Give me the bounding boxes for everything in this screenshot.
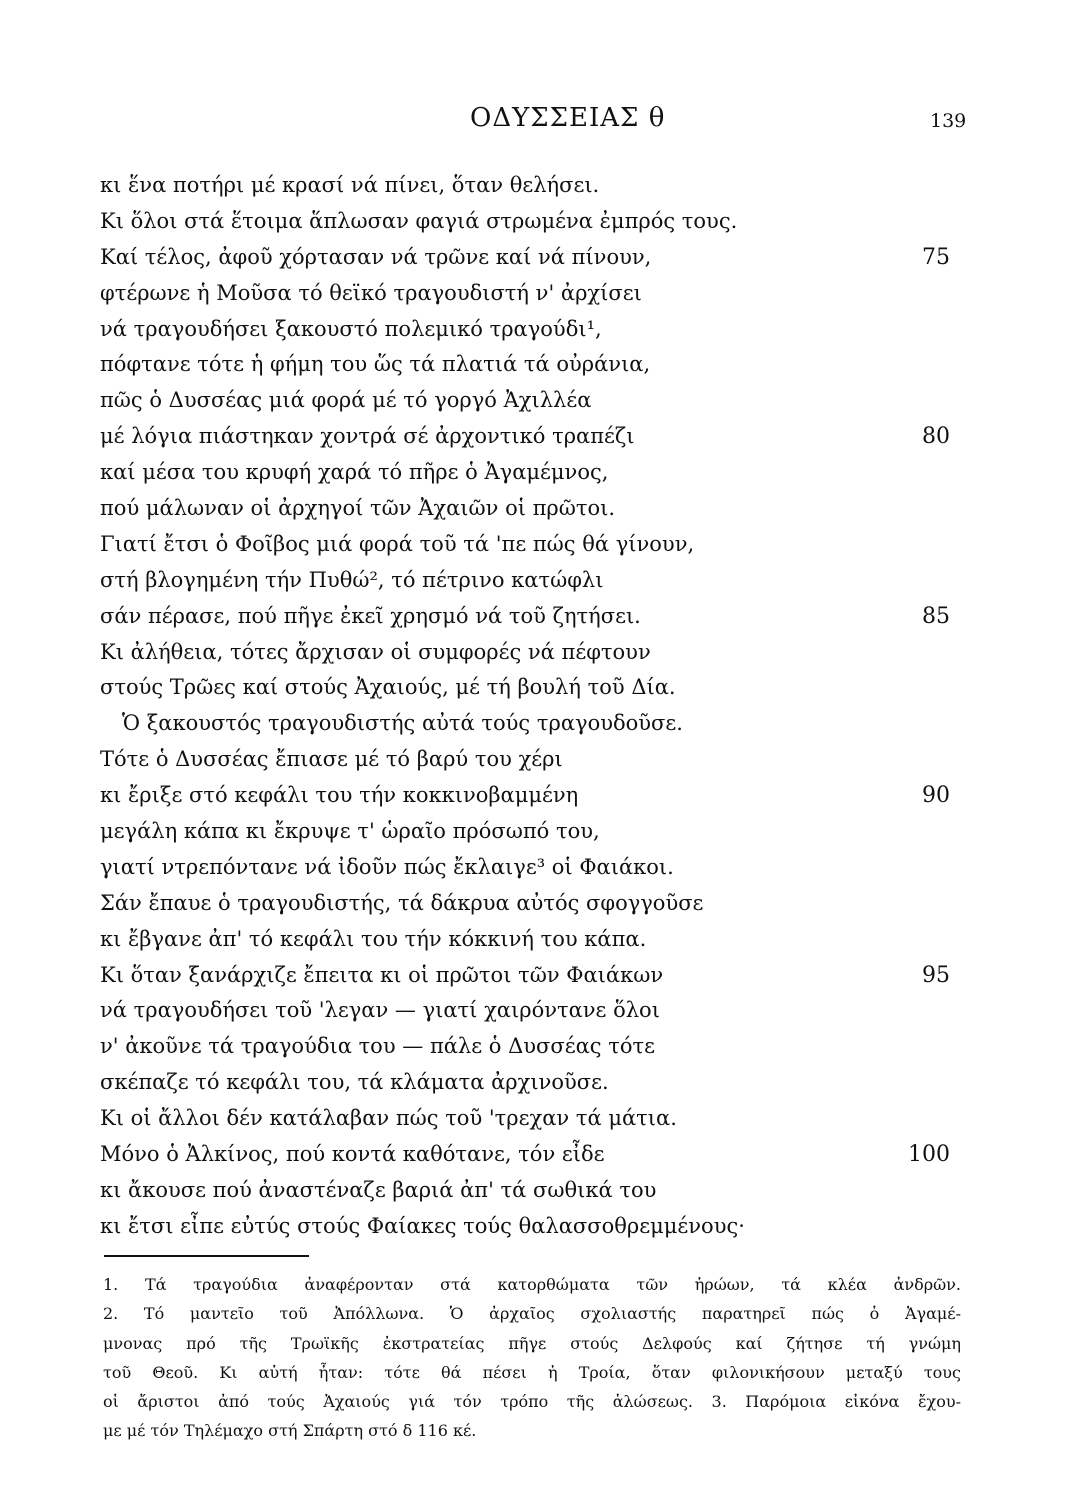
verse-line [100,1137,960,1173]
verse-text: σάν πέρασε, πού πῆγε ἐκεῖ χρησμό νά τοῦ ζητήσει. [100,603,641,628]
verse-line [100,204,960,240]
verse-text: γιατί ντρεπόντανε νά ἰδοῦν πώς ἔκλαιγε³ οἱ Φαιάκοι. [100,854,674,879]
page-header [0,98,1085,142]
verse-text: Ὁ ξακουστός τραγουδιστής αὐτά τούς τραγουδοῦσε. [122,711,683,736]
verse-text: νά τραγουδήσει ξακουστό πολεμικό τραγούδι¹, [100,316,602,341]
footnote-line: 1. Τά τραγούδια ἀναφέρονταν στά κατορθώματα τῶν ἡρώων, τά κλέα ἀνδρῶν. [103,1275,961,1294]
verse-text: καί μέσα του κρυφή χαρά τό πῆρε ὁ Ἀγαμέμνος, [100,460,609,485]
verse-line [100,455,960,491]
verse-text: Κι οἱ ἄλλοι δέν κατάλαβαν πώς τοῦ 'τρεχαν τά μάτια. [100,1106,677,1131]
verse-text: μέ λόγια πιάστηκαν χοντρά σέ ἀρχοντικό τραπέζι [100,424,635,449]
verse-line [100,635,960,671]
verse-line [100,527,960,563]
verse-text: Κι ὅλοι στά ἕτοιμα ἅπλωσαν φαγιά στρωμένα ἐμπρός τους. [100,208,738,233]
verse-text: κι ἕνα ποτήρι μέ κρασί νά πίνει, ὅταν θελήσει. [100,173,600,197]
verse-text: πού μάλωναν οἱ ἀρχηγοί τῶν Ἀχαιῶν οἱ πρῶτοι. [100,496,616,521]
verse-text: ν' ἀκοῦνε τά τραγούδια του — πάλε ὁ Δυσσέας τότε [100,1034,655,1059]
verse-line [100,958,960,994]
verse-text: Γιατί ἔτσι ὁ Φοῖβος μιά φορά τοῦ τά 'πε πώς θά γίνουν, [100,531,695,556]
verse-line [100,276,960,312]
footnotes [103,1270,961,1446]
verse-line [100,1029,960,1065]
footnote-line: τοῦ Θεοῦ. Κι αὐτή ἦταν: τότε θά πέσει ἡ Τροία, ὅταν φιλονικήσουν μεταξύ τους [103,1362,961,1382]
verse-line [100,922,960,958]
footnote-line: με μέ τόν Τηλέμαχο στή Σπάρτη στό δ 116 κέ. [103,1421,477,1441]
verse-text: πῶς ὁ Δυσσέας μιά φορά μέ τό γοργό Ἀχιλλέα [100,388,592,413]
verse-text: Τότε ὁ Δυσσέας ἔπιασε μέ τό βαρύ του χέρι [100,747,563,772]
line-number: 90 [922,783,950,809]
verse-line [100,312,960,348]
verse-line [100,706,960,742]
verse-line [100,383,960,419]
verse-text: κι ἄκουσε πού ἀναστέναζε βαριά ἀπ' τά σωθικά του [100,1177,657,1202]
verse-line [100,1209,960,1245]
running-title: ΟΔΥΣΣΕΙΑΣ θ [470,103,666,133]
verse-line [100,419,960,455]
verse-line [100,886,960,922]
verse-text: φτέρωνε ἡ Μοῦσα τό θεϊκό τραγουδιστή ν' ἀρχίσει [100,280,642,305]
verse-line [100,814,960,850]
verse-text: πόφτανε τότε ἡ φήμη του ὥς τά πλατιά τά οὐράνια, [100,352,651,377]
footnote-divider [104,1255,309,1257]
verse-text: κι ἔτσι εἶπε εὐτύς στούς Φαίακες τούς θαλασσοθρεμμένους· [100,1213,745,1238]
line-number: 95 [922,962,950,988]
verse-line [100,778,960,814]
verse-text: Κι ὅταν ξανάρχιζε ἔπειτα κι οἱ πρῶτοι τῶν Φαιάκων [100,962,664,987]
verse-line [100,240,960,276]
verse-text: Κι ἀλήθεια, τότες ἄρχισαν οἱ συμφορές νά πέφτουν [100,639,651,664]
verse-line [100,1173,960,1209]
poem-body [100,168,960,1245]
verse-line [100,670,960,706]
footnote-line: μνονας πρό τῆς Τρωϊκῆς ἐκστρατείας πῆγε στούς Δελφούς καί ζήτησε τή γνώμη [103,1333,961,1353]
verse-line [100,1065,960,1101]
verse-text: σκέπαζε τό κεφάλι του, τά κλάματα ἀρχινοῦσε. [100,1070,609,1095]
verse-text: Καί τέλος, ἀφοῦ χόρτασαν νά τρῶνε καί νά πίνουν, [100,244,652,269]
page-number: 139 [930,110,967,132]
verse-text: νά τραγουδήσει τοῦ 'λεγαν — γιατί χαιρόντανε ὅλοι [100,998,660,1023]
verse-line [100,168,960,204]
line-number: 75 [922,244,950,270]
verse-text: Μόνο ὁ Ἀλκίνος, πού κοντά καθότανε, τόν εἶδε [100,1142,605,1167]
verse-line [100,563,960,599]
verse-line [100,742,960,778]
verse-line [100,599,960,635]
verse-text: μεγάλη κάπα κι ἔκρυψε τ' ὡραῖο πρόσωπό του, [100,819,600,844]
footnote-line: οἱ ἄριστοι ἀπό τούς Ἀχαιούς γιά τόν τρόπο τῆς ἁλώσεως. 3. Παρόμοια εἰκόνα ἔχου- [103,1392,961,1412]
line-number: 100 [908,1142,950,1168]
verse-line [100,347,960,383]
line-number: 80 [922,424,950,450]
verse-text: Σάν ἔπαυε ὁ τραγουδιστής, τά δάκρυα αὐτός σφογγοῦσε [100,890,704,915]
verse-text: κι ἔριξε στό κεφάλι του τήν κοκκινοβαμμένη [100,783,579,808]
verse-text: στή βλογημένη τήν Πυθώ², τό πέτρινο κατώφλι [100,567,604,592]
verse-text: στούς Τρῶες καί στούς Ἀχαιούς, μέ τή βουλή τοῦ Δία. [100,675,676,700]
verse-line [100,993,960,1029]
line-number: 85 [922,603,950,629]
verse-line [100,1101,960,1137]
verse-text: κι ἔβγανε ἀπ' τό κεφάλι του τήν κόκκινή του κάπα. [100,926,647,951]
verse-line [100,491,960,527]
verse-line [100,850,960,886]
footnote-line: 2. Τό μαντεῖο τοῦ Ἀπόλλωνα. Ὁ ἀρχαῖος σχολιαστής παρατηρεῖ πώς ὁ Ἀγαμέ- [103,1304,961,1324]
